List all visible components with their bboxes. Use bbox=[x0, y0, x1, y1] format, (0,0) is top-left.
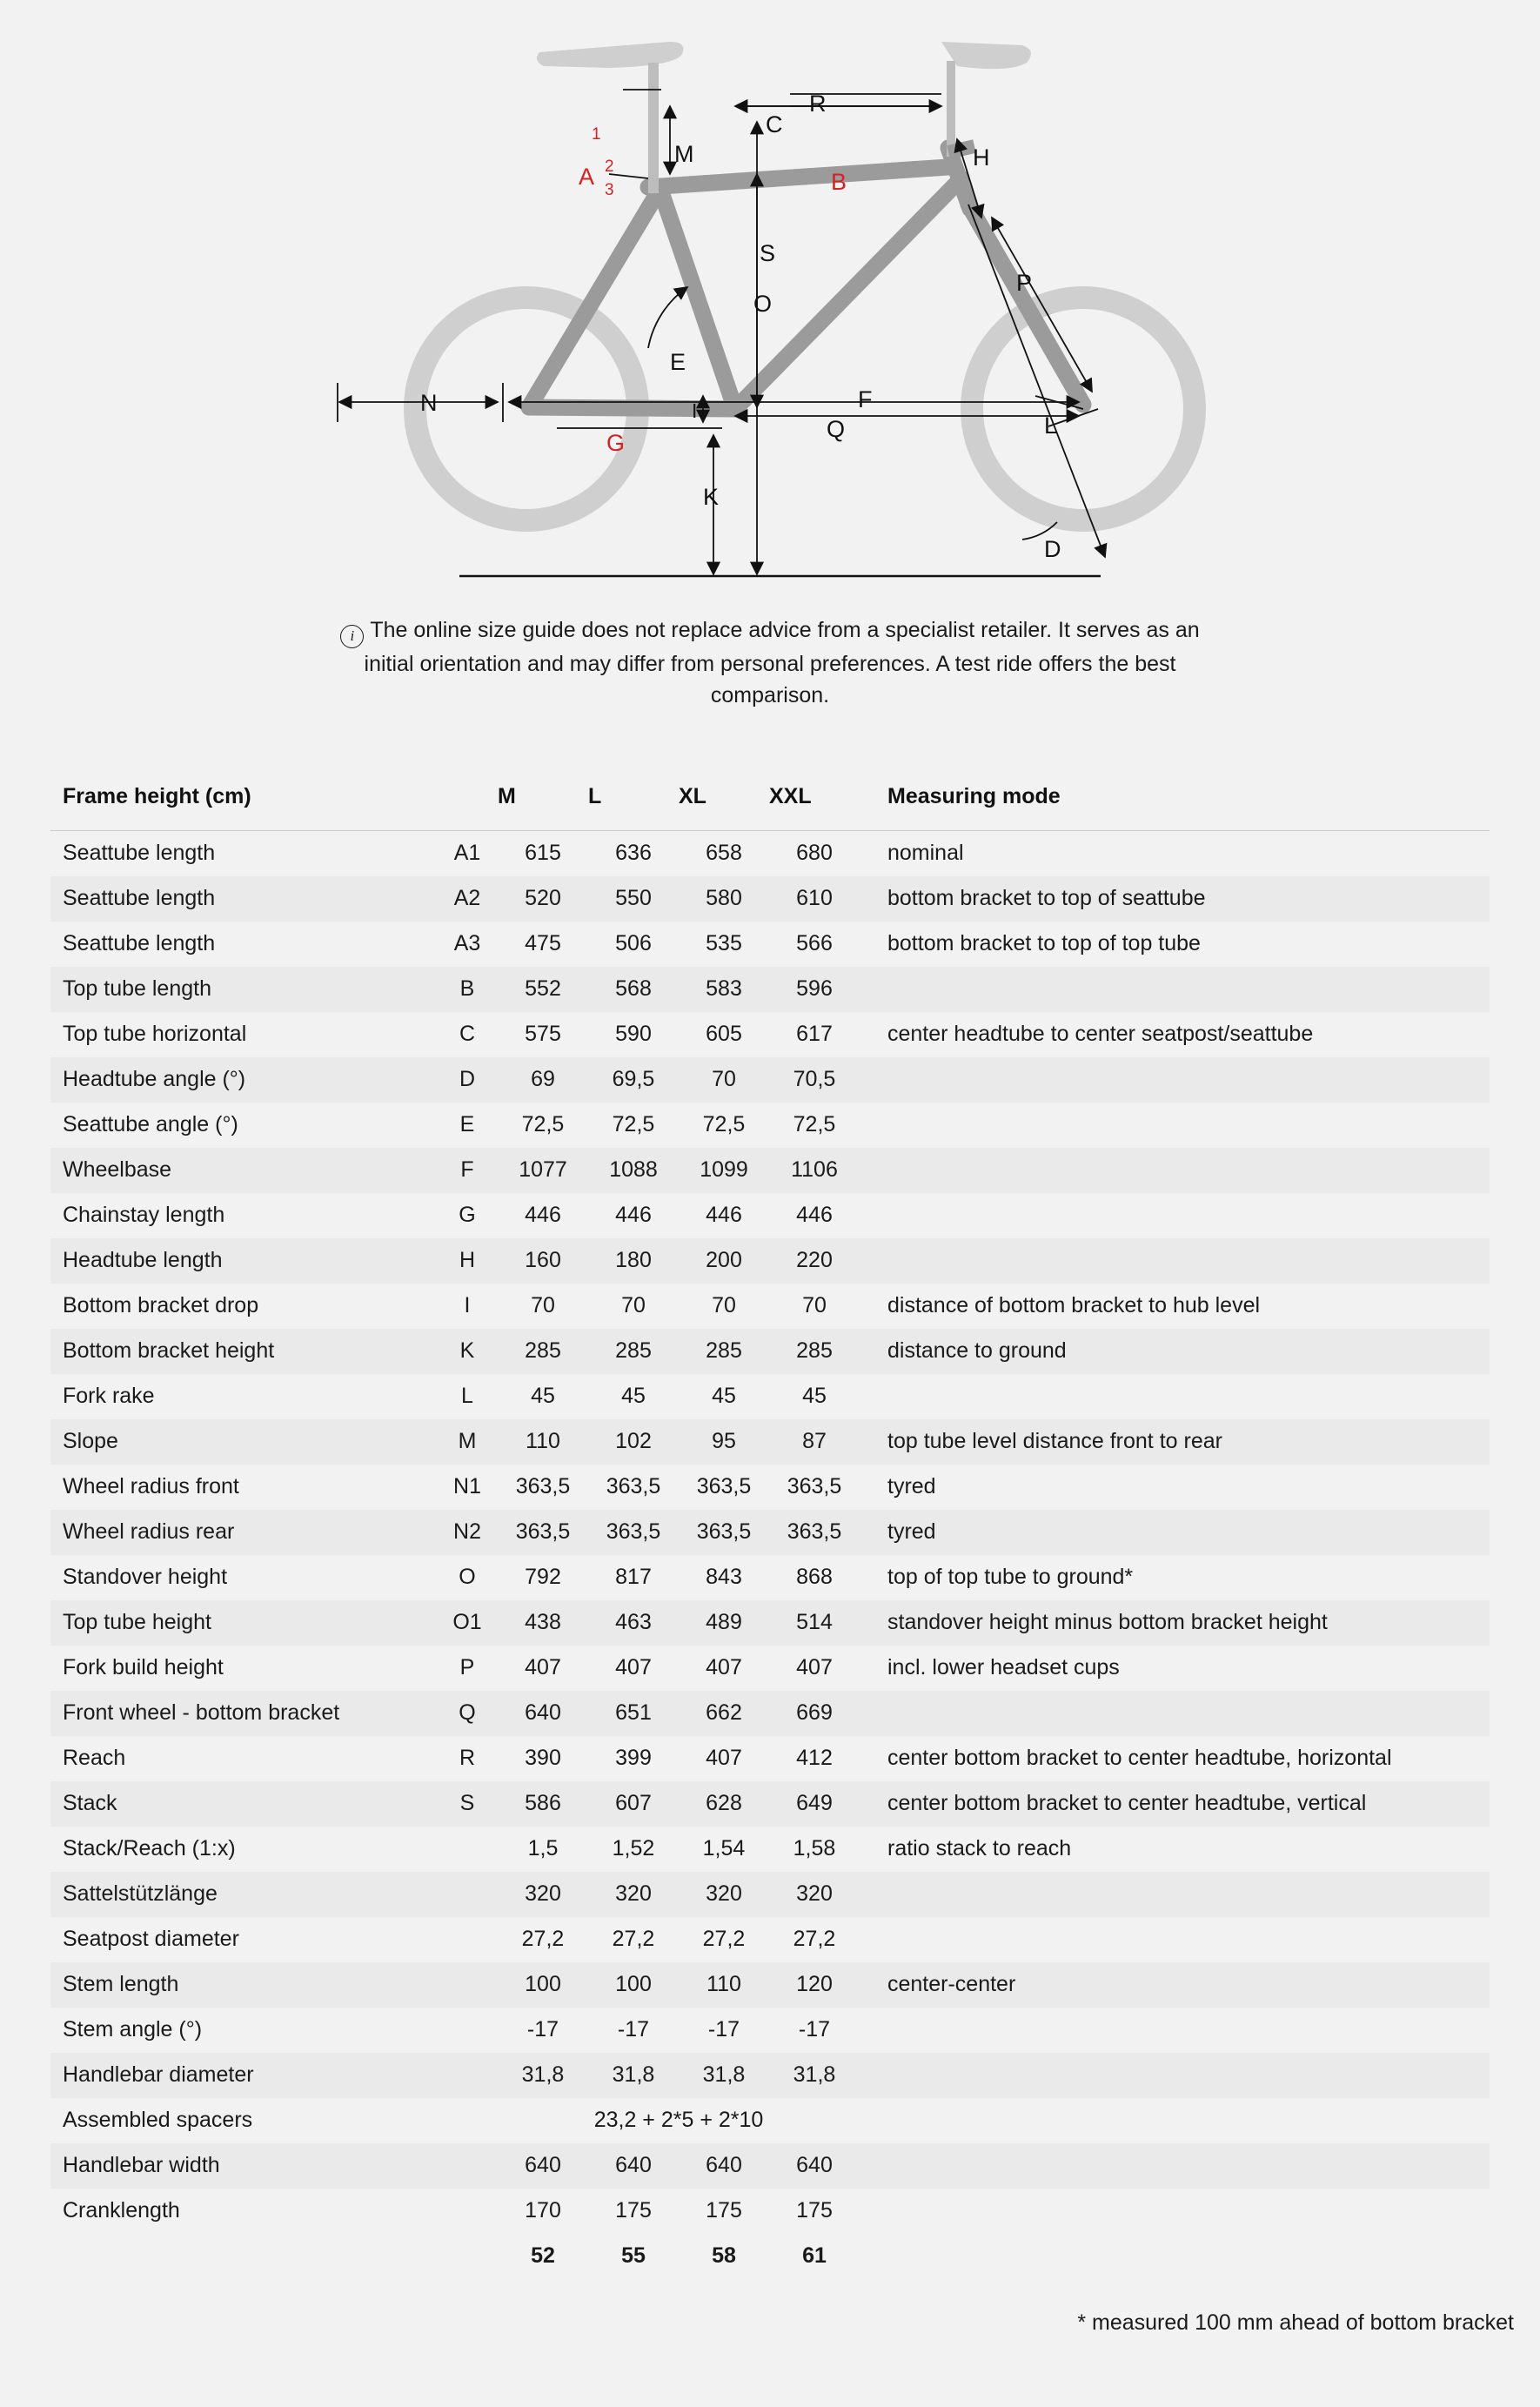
row-label: Bottom bracket height bbox=[63, 1338, 275, 1363]
row-value-xl: 72,5 bbox=[702, 1112, 746, 1136]
table-row bbox=[50, 1691, 1490, 1736]
row-mode: incl. lower headset cups bbox=[887, 1655, 1120, 1680]
table-row bbox=[50, 1646, 1490, 1691]
row-value-xxl: 514 bbox=[796, 1610, 833, 1634]
row-value-xxl: 669 bbox=[796, 1700, 833, 1725]
row-value-l: 1,52 bbox=[612, 1836, 655, 1861]
row-code: F bbox=[460, 1157, 474, 1182]
diagram-label-I: I bbox=[692, 399, 698, 422]
row-label: Fork build height bbox=[63, 1655, 224, 1680]
row-label: Sattelstützlänge bbox=[63, 1881, 218, 1906]
row-value-l: 1088 bbox=[609, 1157, 658, 1182]
row-code: B bbox=[459, 976, 475, 1001]
row-value-xl: 628 bbox=[706, 1791, 742, 1815]
row-value-xl: 45 bbox=[712, 1384, 736, 1408]
diagram-label-A3: 3 bbox=[605, 181, 614, 199]
row-value-xxl: 27,2 bbox=[793, 1927, 836, 1951]
diagram-label-R: R bbox=[809, 91, 827, 117]
row-value-l: -17 bbox=[617, 2017, 650, 2042]
row-code: E bbox=[459, 1112, 475, 1136]
size-guide-note bbox=[335, 609, 1205, 712]
row-value-xl: 580 bbox=[706, 886, 742, 910]
row-value-m: 520 bbox=[525, 886, 561, 910]
row-value-span: 23,2 + 2*5 + 2*10 bbox=[593, 2108, 764, 2132]
diagram-label-A2: 2 bbox=[605, 158, 614, 176]
diagram-label-E: E bbox=[670, 349, 686, 375]
diagram-label-K: K bbox=[703, 484, 720, 510]
row-code bbox=[437, 1872, 498, 1917]
row-value-m: 170 bbox=[525, 2198, 561, 2223]
row-value-l: 70 bbox=[621, 1293, 646, 1317]
table-row bbox=[50, 1510, 1490, 1555]
row-value-l: 568 bbox=[615, 976, 652, 1001]
row-mode: distance of bottom bracket to hub level bbox=[887, 1293, 1261, 1317]
row-label: Stack bbox=[63, 1791, 117, 1815]
row-value-m: 160 bbox=[525, 1248, 561, 1272]
row-value-l: 320 bbox=[615, 1881, 652, 1906]
row-value-m: 363,5 bbox=[515, 1519, 571, 1544]
row-value-xxl: 70 bbox=[802, 1293, 827, 1317]
table-row bbox=[50, 1781, 1490, 1827]
row-mode: center-center bbox=[887, 1972, 1016, 1996]
row-label: Seattube length bbox=[63, 841, 216, 865]
geometry-table bbox=[50, 764, 1490, 2279]
handlebar-icon bbox=[941, 42, 1031, 157]
table-row bbox=[50, 922, 1490, 967]
table-row bbox=[50, 2053, 1490, 2098]
size-guide-note-text: The online size guide does not replace advice from a specialist retailer. It serves as an initial orientation and may differ from personal preferences. A test ride offers the best comparison. bbox=[364, 618, 1200, 708]
row-value-xxl: 220 bbox=[796, 1248, 833, 1272]
row-value-xl: 363,5 bbox=[696, 1519, 752, 1544]
row-value-l: 590 bbox=[615, 1022, 652, 1046]
row-value-m: 390 bbox=[525, 1746, 561, 1770]
row-value-m: 100 bbox=[525, 1972, 561, 1996]
row-code: C bbox=[459, 1022, 476, 1046]
row-value-l: 446 bbox=[615, 1203, 652, 1227]
row-value-xxl: 72,5 bbox=[793, 1112, 836, 1136]
row-value-xxl: 640 bbox=[796, 2153, 833, 2177]
row-value-l: 640 bbox=[615, 2153, 652, 2177]
row-value-l: 31,8 bbox=[612, 2062, 655, 2087]
row-mode bbox=[860, 1691, 1490, 1736]
table-row bbox=[50, 967, 1490, 1012]
row-value-xl: 407 bbox=[706, 1746, 742, 1770]
row-value-m: 70 bbox=[531, 1293, 555, 1317]
row-code bbox=[437, 2143, 498, 2189]
row-value-xl: 407 bbox=[706, 1655, 742, 1680]
row-value-xxl: 649 bbox=[796, 1791, 833, 1815]
table-row bbox=[50, 1284, 1490, 1329]
row-label: Bottom bracket drop bbox=[63, 1293, 259, 1317]
row-label: Seatpost diameter bbox=[63, 1927, 239, 1951]
row-value-xxl: 87 bbox=[802, 1429, 827, 1453]
table-totals-row bbox=[50, 2234, 1490, 2279]
row-label: Wheelbase bbox=[63, 1157, 172, 1182]
row-mode bbox=[860, 1872, 1490, 1917]
row-value-xxl: 45 bbox=[802, 1384, 827, 1408]
header-size-xl: XL bbox=[679, 764, 769, 831]
row-code: D bbox=[459, 1067, 476, 1091]
diagram-label-H: H bbox=[973, 144, 990, 171]
row-value-xl: 605 bbox=[706, 1022, 742, 1046]
table-row bbox=[50, 1057, 1490, 1103]
table-row bbox=[50, 1374, 1490, 1419]
row-value-l: 817 bbox=[615, 1565, 652, 1589]
table-row bbox=[50, 1962, 1490, 2008]
row-value-l: 407 bbox=[615, 1655, 652, 1680]
row-value-xxl: 285 bbox=[796, 1338, 833, 1363]
totals-value-xl: 58 bbox=[712, 2243, 736, 2268]
row-value-xl: 583 bbox=[706, 976, 742, 1001]
row-value-m: 69 bbox=[531, 1067, 555, 1091]
row-value-xxl: 1,58 bbox=[793, 1836, 836, 1861]
row-value-l: 550 bbox=[615, 886, 652, 910]
row-value-l: 102 bbox=[615, 1429, 652, 1453]
row-value-m: 446 bbox=[525, 1203, 561, 1227]
row-code bbox=[437, 2098, 498, 2143]
table-row bbox=[50, 1419, 1490, 1465]
row-value-m: 1077 bbox=[519, 1157, 567, 1182]
diagram-label-D: D bbox=[1044, 536, 1061, 562]
bike-geometry-diagram bbox=[0, 0, 1540, 609]
table-header-row bbox=[50, 764, 1490, 831]
table-row bbox=[50, 1148, 1490, 1193]
row-mode bbox=[860, 1374, 1490, 1419]
row-value-m: 615 bbox=[525, 841, 561, 865]
row-value-xxl: 320 bbox=[796, 1881, 833, 1906]
row-code: S bbox=[459, 1791, 475, 1815]
row-code bbox=[437, 2189, 498, 2234]
row-mode: distance to ground bbox=[887, 1338, 1067, 1363]
row-mode: bottom bracket to top of top tube bbox=[887, 931, 1201, 955]
row-code: L bbox=[461, 1384, 473, 1408]
row-mode: center bottom bracket to center headtube, horizontal bbox=[887, 1746, 1392, 1770]
totals-label bbox=[50, 2234, 437, 2279]
table-row bbox=[50, 1917, 1490, 1962]
row-value-xl: 658 bbox=[706, 841, 742, 865]
row-label: Fork rake bbox=[63, 1384, 155, 1408]
row-value-l: 651 bbox=[615, 1700, 652, 1725]
row-label: Headtube length bbox=[63, 1248, 223, 1272]
row-code: Q bbox=[459, 1700, 476, 1725]
table-row bbox=[50, 1600, 1490, 1646]
row-code: H bbox=[459, 1248, 476, 1272]
row-value-xxl: 70,5 bbox=[793, 1067, 836, 1091]
totals-value-l: 55 bbox=[621, 2243, 646, 2268]
row-value-m: 110 bbox=[526, 1429, 560, 1453]
totals-value-xxl: 61 bbox=[802, 2243, 827, 2268]
row-value-l: 27,2 bbox=[612, 1927, 655, 1951]
diagram-label-G: G bbox=[606, 430, 626, 456]
row-value-xl: 640 bbox=[706, 2153, 742, 2177]
table-row bbox=[50, 1872, 1490, 1917]
row-label: Handlebar width bbox=[63, 2153, 220, 2177]
row-label: Front wheel - bottom bracket bbox=[63, 1700, 340, 1725]
row-mode bbox=[860, 967, 1490, 1012]
row-value-m: 552 bbox=[525, 976, 561, 1001]
row-value-xxl: 363,5 bbox=[787, 1474, 842, 1499]
row-value-l: 463 bbox=[615, 1610, 652, 1634]
row-mode bbox=[860, 2008, 1490, 2053]
row-value-l: 175 bbox=[615, 2198, 652, 2223]
row-value-m: 285 bbox=[525, 1338, 561, 1363]
totals-code bbox=[437, 2234, 498, 2279]
row-value-xxl: 610 bbox=[796, 886, 833, 910]
row-mode bbox=[860, 1103, 1490, 1148]
row-value-l: 399 bbox=[615, 1746, 652, 1770]
row-value-xl: 31,8 bbox=[702, 2062, 746, 2087]
row-code bbox=[437, 1962, 498, 2008]
row-value-l: 100 bbox=[615, 1972, 652, 1996]
row-code: O1 bbox=[452, 1610, 482, 1634]
row-code: A3 bbox=[453, 931, 481, 955]
row-code: N1 bbox=[453, 1474, 481, 1499]
row-code: A1 bbox=[453, 841, 481, 865]
table-row bbox=[50, 1827, 1490, 1872]
row-value-m: -17 bbox=[526, 2017, 559, 2042]
row-mode bbox=[860, 2098, 1490, 2143]
row-label: Slope bbox=[63, 1429, 118, 1453]
row-code bbox=[437, 1827, 498, 1872]
table-row bbox=[50, 1329, 1490, 1374]
row-code: K bbox=[459, 1338, 475, 1363]
row-value-xxl: 363,5 bbox=[787, 1519, 842, 1544]
row-value-xl: 110 bbox=[706, 1972, 741, 1996]
table-row bbox=[50, 1103, 1490, 1148]
info-icon: i bbox=[340, 625, 364, 648]
row-mode bbox=[860, 2053, 1490, 2098]
row-mode: standover height minus bottom bracket height bbox=[887, 1610, 1328, 1634]
row-value-xl: -17 bbox=[707, 2017, 740, 2042]
row-value-xl: 95 bbox=[712, 1429, 736, 1453]
table-footnote: * measured 100 mm ahead of bottom bracket bbox=[1077, 2310, 1514, 2335]
row-value-xl: 70 bbox=[712, 1293, 736, 1317]
row-mode bbox=[860, 1148, 1490, 1193]
diagram-label-M: M bbox=[674, 141, 694, 167]
table-row bbox=[50, 1238, 1490, 1284]
row-value-xl: 489 bbox=[706, 1610, 742, 1634]
row-value-xl: 27,2 bbox=[702, 1927, 746, 1951]
row-code: P bbox=[459, 1655, 475, 1680]
row-label: Assembled spacers bbox=[63, 2108, 253, 2132]
row-value-xl: 70 bbox=[712, 1067, 736, 1091]
row-value-xxl: 446 bbox=[796, 1203, 833, 1227]
header-code bbox=[437, 764, 498, 831]
row-label: Top tube horizontal bbox=[63, 1022, 247, 1046]
row-value-xxl: 617 bbox=[796, 1022, 833, 1046]
row-mode: center bottom bracket to center headtube, vertical bbox=[887, 1791, 1367, 1815]
row-value-m: 640 bbox=[525, 2153, 561, 2177]
table-row bbox=[50, 1012, 1490, 1057]
row-mode: bottom bracket to top of seattube bbox=[887, 886, 1206, 910]
row-value-m: 1,5 bbox=[527, 1836, 559, 1861]
row-label: Chainstay length bbox=[63, 1203, 225, 1227]
table-row bbox=[50, 1465, 1490, 1510]
row-code bbox=[437, 2008, 498, 2053]
row-label: Cranklength bbox=[63, 2198, 180, 2223]
row-mode: nominal bbox=[887, 841, 964, 865]
table-row bbox=[50, 876, 1490, 922]
row-value-xxl: 120 bbox=[796, 1972, 833, 1996]
diagram-label-P: P bbox=[1016, 270, 1033, 296]
header-size-m: M bbox=[498, 764, 588, 831]
row-value-m: 575 bbox=[525, 1022, 561, 1046]
row-mode bbox=[860, 1193, 1490, 1238]
row-value-m: 438 bbox=[525, 1610, 561, 1634]
row-value-l: 506 bbox=[615, 931, 652, 955]
row-value-xxl: 31,8 bbox=[793, 2062, 836, 2087]
row-label: Seattube length bbox=[63, 931, 216, 955]
diagram-label-B: B bbox=[831, 169, 847, 195]
diagram-label-F: F bbox=[858, 386, 873, 412]
row-value-l: 285 bbox=[615, 1338, 652, 1363]
row-mode: center headtube to center seatpost/seattube bbox=[887, 1022, 1314, 1046]
row-code: M bbox=[458, 1429, 477, 1453]
row-label: Standover height bbox=[63, 1565, 228, 1589]
row-label: Stem angle (°) bbox=[63, 2017, 203, 2042]
row-value-m: 363,5 bbox=[515, 1474, 571, 1499]
geometry-table-body bbox=[50, 830, 1490, 2279]
row-value-m: 45 bbox=[531, 1384, 555, 1408]
row-value-xl: 175 bbox=[706, 2198, 742, 2223]
row-value-l: 636 bbox=[615, 841, 652, 865]
row-value-xl: 320 bbox=[706, 1881, 742, 1906]
row-mode bbox=[860, 2143, 1490, 2189]
row-code bbox=[437, 1917, 498, 1962]
row-value-l: 363,5 bbox=[606, 1474, 661, 1499]
table-row bbox=[50, 2189, 1490, 2234]
table-row bbox=[50, 1736, 1490, 1781]
table-row bbox=[50, 2098, 1490, 2143]
row-value-m: 27,2 bbox=[521, 1927, 565, 1951]
row-mode: ratio stack to reach bbox=[887, 1836, 1072, 1861]
diagram-label-C: C bbox=[766, 111, 783, 137]
row-code: R bbox=[459, 1746, 476, 1770]
row-value-l: 69,5 bbox=[612, 1067, 655, 1091]
row-value-xxl: 566 bbox=[796, 931, 833, 955]
row-value-xxl: -17 bbox=[798, 2017, 831, 2042]
row-label: Top tube height bbox=[63, 1610, 211, 1634]
header-size-xxl: XXL bbox=[769, 764, 860, 831]
row-value-xxl: 407 bbox=[796, 1655, 833, 1680]
diagram-label-Q: Q bbox=[827, 416, 846, 442]
header-measuring-mode: Measuring mode bbox=[860, 764, 1490, 831]
row-code: O bbox=[459, 1565, 476, 1589]
row-value-l: 180 bbox=[615, 1248, 652, 1272]
table-row bbox=[50, 830, 1490, 876]
row-mode bbox=[860, 1238, 1490, 1284]
row-label: Top tube length bbox=[63, 976, 211, 1001]
row-mode: tyred bbox=[887, 1519, 936, 1544]
row-label: Stack/Reach (1:x) bbox=[63, 1836, 236, 1861]
row-value-xl: 535 bbox=[706, 931, 742, 955]
header-frame-height: Frame height (cm) bbox=[50, 764, 437, 831]
row-label: Seattube angle (°) bbox=[63, 1112, 238, 1136]
totals-value-m: 52 bbox=[531, 2243, 555, 2268]
row-value-m: 407 bbox=[525, 1655, 561, 1680]
row-code: G bbox=[459, 1203, 476, 1227]
row-mode: tyred bbox=[887, 1474, 936, 1499]
row-mode: top of top tube to ground* bbox=[887, 1565, 1134, 1589]
row-mode bbox=[860, 1917, 1490, 1962]
table-row bbox=[50, 2008, 1490, 2053]
row-value-xl: 285 bbox=[706, 1338, 742, 1363]
row-value-m: 586 bbox=[525, 1791, 561, 1815]
table-row bbox=[50, 1555, 1490, 1600]
diagram-label-A: A bbox=[579, 164, 595, 190]
row-code: A2 bbox=[453, 886, 481, 910]
row-value-m: 72,5 bbox=[521, 1112, 565, 1136]
row-mode: top tube level distance front to rear bbox=[887, 1429, 1222, 1453]
row-value-xxl: 175 bbox=[796, 2198, 833, 2223]
row-label: Reach bbox=[63, 1746, 126, 1770]
row-value-l: 72,5 bbox=[612, 1112, 655, 1136]
row-code: I bbox=[464, 1293, 471, 1317]
diagram-label-N: N bbox=[420, 390, 438, 416]
row-value-xl: 363,5 bbox=[696, 1474, 752, 1499]
row-value-xl: 200 bbox=[706, 1248, 742, 1272]
diagram-label-A1: 1 bbox=[592, 125, 601, 144]
row-label: Handlebar diameter bbox=[63, 2062, 254, 2087]
row-value-m: 31,8 bbox=[521, 2062, 565, 2087]
row-mode bbox=[860, 1057, 1490, 1103]
header-size-l: L bbox=[588, 764, 679, 831]
row-value-xl: 662 bbox=[706, 1700, 742, 1725]
geometry-table-area bbox=[0, 764, 1540, 2279]
row-mode bbox=[860, 2189, 1490, 2234]
row-value-m: 475 bbox=[525, 931, 561, 955]
diagram-label-S: S bbox=[760, 240, 776, 266]
diagram-label-L: L bbox=[1044, 412, 1058, 439]
row-value-xxl: 596 bbox=[796, 976, 833, 1001]
table-row bbox=[50, 1193, 1490, 1238]
row-value-l: 45 bbox=[621, 1384, 646, 1408]
row-code bbox=[437, 2053, 498, 2098]
row-value-xxl: 1106 bbox=[791, 1157, 838, 1182]
row-value-xxl: 868 bbox=[796, 1565, 833, 1589]
row-label: Headtube angle (°) bbox=[63, 1067, 246, 1091]
row-code: N2 bbox=[453, 1519, 481, 1544]
row-value-l: 363,5 bbox=[606, 1519, 661, 1544]
row-label: Wheel radius rear bbox=[63, 1519, 235, 1544]
row-value-m: 320 bbox=[525, 1881, 561, 1906]
geometry-table-head bbox=[50, 764, 1490, 831]
row-label: Stem length bbox=[63, 1972, 179, 1996]
row-value-m: 792 bbox=[525, 1565, 561, 1589]
row-label: Wheel radius front bbox=[63, 1474, 239, 1499]
row-label: Seattube length bbox=[63, 886, 216, 910]
diagram-label-O: O bbox=[753, 291, 773, 317]
totals-mode bbox=[860, 2234, 1490, 2279]
table-row bbox=[50, 2143, 1490, 2189]
row-value-l: 607 bbox=[615, 1791, 652, 1815]
row-value-xl: 1,54 bbox=[702, 1836, 746, 1861]
row-value-xxl: 680 bbox=[796, 841, 833, 865]
row-value-xl: 446 bbox=[706, 1203, 742, 1227]
row-value-xl: 1099 bbox=[700, 1157, 748, 1182]
row-value-xl: 843 bbox=[706, 1565, 742, 1589]
row-value-m: 640 bbox=[525, 1700, 561, 1725]
row-value-xxl: 412 bbox=[796, 1746, 833, 1770]
